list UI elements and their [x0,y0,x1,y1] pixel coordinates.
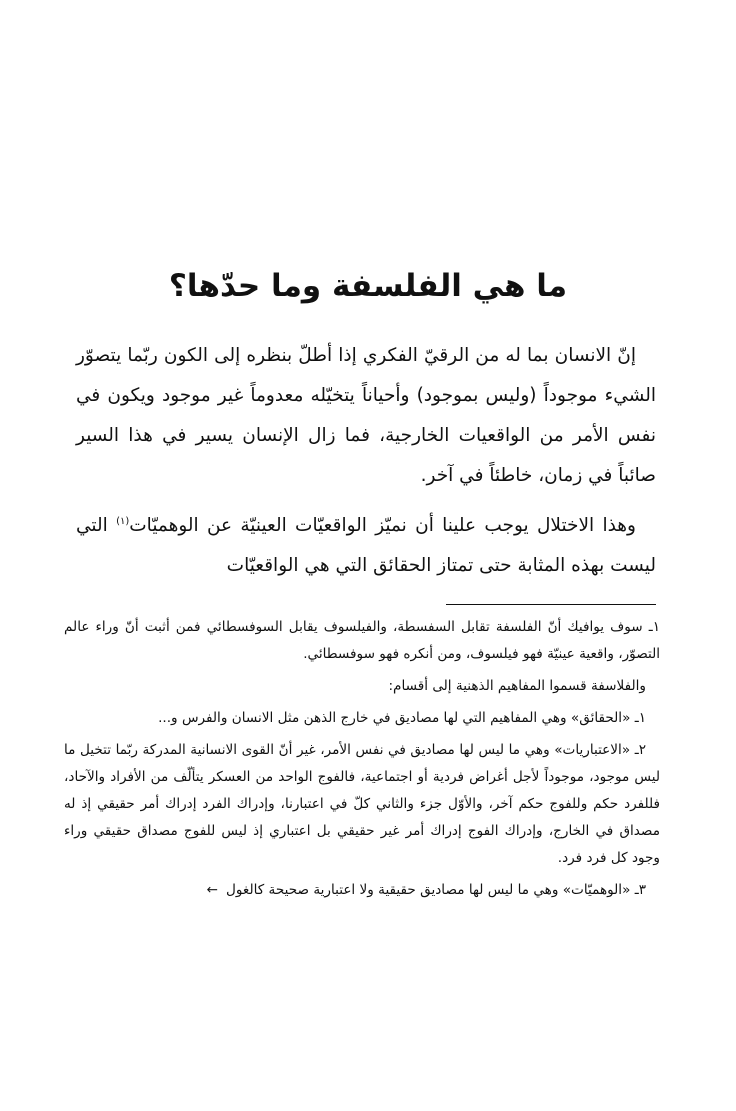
main-text [76,336,656,586]
footnotes [64,614,660,904]
continue-arrow-icon: ← [206,882,218,898]
footnote-item-1: ١ـ «الحقائق» وهي المفاهيم التي لها مصاديق في خارج الذهن مثل الانسان والفرس و... [158,710,646,726]
body-paragraph-2 [76,506,656,586]
body-paragraph-1: إنّ الانسان بما له من الرقيّ الفكري إذا أطلّ بنظره إلى الكون ربّما يتصوّر الشيء موجوداً (وليس بموجود) وأحياناً يتخيّله معدوماً غير موجود ويكون في نفس الأمر من الواقعيات الخارجية، فما زال الإنسان يسير في هذا السير صائباً في زمان، خاطئاً في آخر. [76,345,656,486]
body-paragraph-2-continuation: التي ليست بهذه المثابة حتى تمتاز الحقائق التي هي الواقعيّات [76,515,656,576]
footnote-intro: والفلاسفة قسموا المفاهيم الذهنية إلى أقسام: [388,678,646,694]
footnote-item-2: ٢ـ «الاعتباريات» وهي ما ليس لها مصاديق في نفس الأمر، غير أنّ القوى الانسانية المدركة ربّما تتخيل ما ليس موجود، موجوداً لأجل أغراض فردية أو اجتماعية، فالفوج الواحد من العسكر يتألّف من الأفراد والآحاد، فللفرد حكم وللفوج حكم آخر، والأوّل جزء والثاني كلّ في اعتبارنا، وإدراك الفرد إدراك أمر حقيقي إذ له مصداق في الخارج، وإدراك الفوج إدراك أمر غير حقيقي بل اعتباري إذ ليس للفوج مصداق حقيقي وراء وجود كل فرد فرد. [64,742,660,866]
footnote-reference: (١) [116,515,130,527]
footnote-separator [446,604,656,605]
footnote-1: ١ـ سوف يوافيك أنّ الفلسفة تقابل السفسطة، والفيلسوف يقابل السوفسطائي فمن أثبت أنّ وراء عالم التصوّر، واقعية عينيّة فهو فيلسوف، ومن أنكره فهو سوفسطائي. [64,619,660,662]
chapter-title: ما هي الفلسفة وما حدّها؟ [168,268,568,304]
footnote-item-3 [64,877,660,904]
body-paragraph-2-text: وهذا الاختلال يوجب علينا أن نميّز الواقعيّات العينيّة عن الوهميّات [129,515,636,536]
footnote-item-3-text: ٣ـ «الوهميّات» وهي ما ليس لها مصاديق حقيقية ولا اعتبارية صحيحة كالغول [226,882,646,898]
